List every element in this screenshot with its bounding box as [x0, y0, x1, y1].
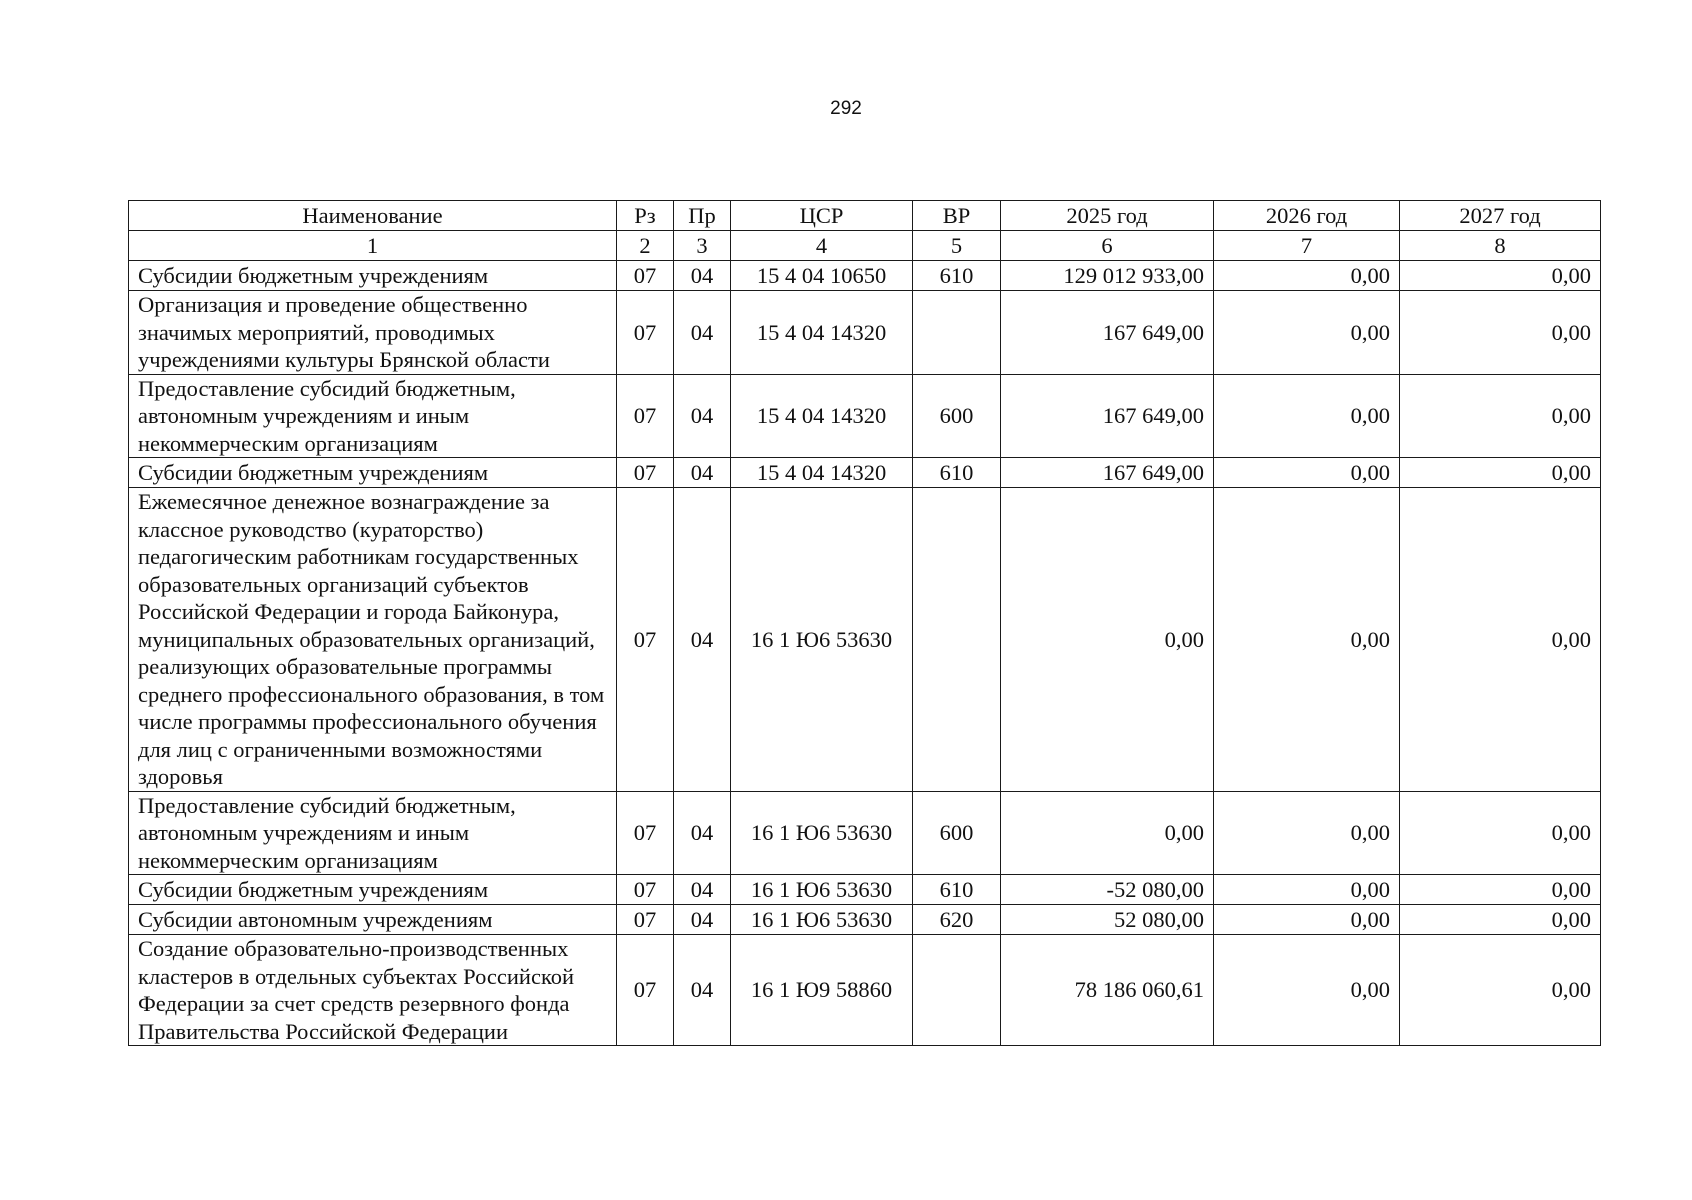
row-2027: 0,00 [1400, 875, 1601, 905]
row-2025: 0,00 [1001, 791, 1214, 875]
table-row [129, 291, 1601, 375]
row-pr: 04 [674, 935, 731, 1046]
row-vr: 610 [913, 261, 1001, 291]
row-2027: 0,00 [1400, 291, 1601, 375]
header-2026: 2026 год [1214, 201, 1400, 231]
row-rz: 07 [617, 291, 674, 375]
row-2026: 0,00 [1214, 905, 1400, 935]
column-number: 8 [1400, 231, 1601, 261]
row-name: Субсидии автономным учреждениям [129, 905, 617, 935]
row-2027: 0,00 [1400, 791, 1601, 875]
header-2027: 2027 год [1400, 201, 1601, 231]
row-2027: 0,00 [1400, 261, 1601, 291]
row-pr: 04 [674, 791, 731, 875]
row-2025: 0,00 [1001, 488, 1214, 792]
row-vr [913, 488, 1001, 792]
row-2025: 167 649,00 [1001, 374, 1214, 458]
row-csr: 16 1 Ю6 53630 [731, 791, 913, 875]
row-name: Ежемесячное денежное вознаграждение за классное руководство (кураторство) педагогическим работникам государственных образовательных организаций субъектов Российской Федерации и города Байконура, муниципальных образовательных организаций, реализующих образовательные программы среднего профессионального образования, в том числе программы профессионального обучения для лиц с ограниченными возможностями здоровья [129, 488, 617, 792]
row-csr: 15 4 04 14320 [731, 291, 913, 375]
table-row [129, 261, 1601, 291]
row-vr: 620 [913, 905, 1001, 935]
row-pr: 04 [674, 374, 731, 458]
row-pr: 04 [674, 261, 731, 291]
table-row [129, 374, 1601, 458]
row-pr: 04 [674, 488, 731, 792]
header-2025: 2025 год [1001, 201, 1214, 231]
row-2026: 0,00 [1214, 875, 1400, 905]
row-name: Организация и проведение общественно значимых мероприятий, проводимых учреждениями культуры Брянской области [129, 291, 617, 375]
row-2026: 0,00 [1214, 291, 1400, 375]
row-csr: 16 1 Ю9 58860 [731, 935, 913, 1046]
row-2025: 78 186 060,61 [1001, 935, 1214, 1046]
row-2026: 0,00 [1214, 935, 1400, 1046]
row-2026: 0,00 [1214, 488, 1400, 792]
row-2027: 0,00 [1400, 374, 1601, 458]
row-name: Субсидии бюджетным учреждениям [129, 458, 617, 488]
row-2025: 167 649,00 [1001, 291, 1214, 375]
row-pr: 04 [674, 458, 731, 488]
row-rz: 07 [617, 935, 674, 1046]
row-vr: 600 [913, 791, 1001, 875]
row-2027: 0,00 [1400, 488, 1601, 792]
row-csr: 15 4 04 14320 [731, 374, 913, 458]
row-2025: 167 649,00 [1001, 458, 1214, 488]
column-number: 4 [731, 231, 913, 261]
row-vr: 610 [913, 458, 1001, 488]
row-vr: 600 [913, 374, 1001, 458]
column-number: 3 [674, 231, 731, 261]
row-2025: -52 080,00 [1001, 875, 1214, 905]
row-name: Создание образовательно-производственных кластеров в отдельных субъектах Российской Федерации за счет средств резервного фонда Правительства Российской Федерации [129, 935, 617, 1046]
header-pr: Пр [674, 201, 731, 231]
row-name: Предоставление субсидий бюджетным, автономным учреждениям и иным некоммерческим организациям [129, 374, 617, 458]
row-csr: 15 4 04 14320 [731, 458, 913, 488]
row-rz: 07 [617, 488, 674, 792]
row-name: Субсидии бюджетным учреждениям [129, 261, 617, 291]
row-2026: 0,00 [1214, 458, 1400, 488]
budget-table [128, 200, 1601, 1046]
row-name: Субсидии бюджетным учреждениям [129, 875, 617, 905]
header-rz: Рз [617, 201, 674, 231]
row-2026: 0,00 [1214, 791, 1400, 875]
row-rz: 07 [617, 374, 674, 458]
table-row [129, 935, 1601, 1046]
table-row [129, 791, 1601, 875]
column-number-row [129, 231, 1601, 261]
row-vr [913, 291, 1001, 375]
row-vr: 610 [913, 875, 1001, 905]
row-2027: 0,00 [1400, 935, 1601, 1046]
header-csr: ЦСР [731, 201, 913, 231]
row-rz: 07 [617, 875, 674, 905]
row-csr: 16 1 Ю6 53630 [731, 488, 913, 792]
row-2027: 0,00 [1400, 905, 1601, 935]
row-pr: 04 [674, 905, 731, 935]
column-number: 7 [1214, 231, 1400, 261]
table-row [129, 488, 1601, 792]
column-number: 2 [617, 231, 674, 261]
row-2025: 129 012 933,00 [1001, 261, 1214, 291]
table-row [129, 905, 1601, 935]
row-vr [913, 935, 1001, 1046]
row-pr: 04 [674, 875, 731, 905]
column-number: 1 [129, 231, 617, 261]
row-pr: 04 [674, 291, 731, 375]
column-number: 5 [913, 231, 1001, 261]
row-2025: 52 080,00 [1001, 905, 1214, 935]
row-rz: 07 [617, 791, 674, 875]
row-csr: 16 1 Ю6 53630 [731, 875, 913, 905]
row-csr: 16 1 Ю6 53630 [731, 905, 913, 935]
row-2026: 0,00 [1214, 374, 1400, 458]
row-rz: 07 [617, 261, 674, 291]
row-rz: 07 [617, 458, 674, 488]
row-name: Предоставление субсидий бюджетным, автономным учреждениям и иным некоммерческим организациям [129, 791, 617, 875]
header-vr: ВР [913, 201, 1001, 231]
row-2027: 0,00 [1400, 458, 1601, 488]
table-row [129, 458, 1601, 488]
header-name: Наименование [129, 201, 617, 231]
row-2026: 0,00 [1214, 261, 1400, 291]
row-csr: 15 4 04 10650 [731, 261, 913, 291]
column-number: 6 [1001, 231, 1214, 261]
header-row [129, 201, 1601, 231]
table-row [129, 875, 1601, 905]
row-rz: 07 [617, 905, 674, 935]
page-number: 292 [830, 98, 862, 119]
